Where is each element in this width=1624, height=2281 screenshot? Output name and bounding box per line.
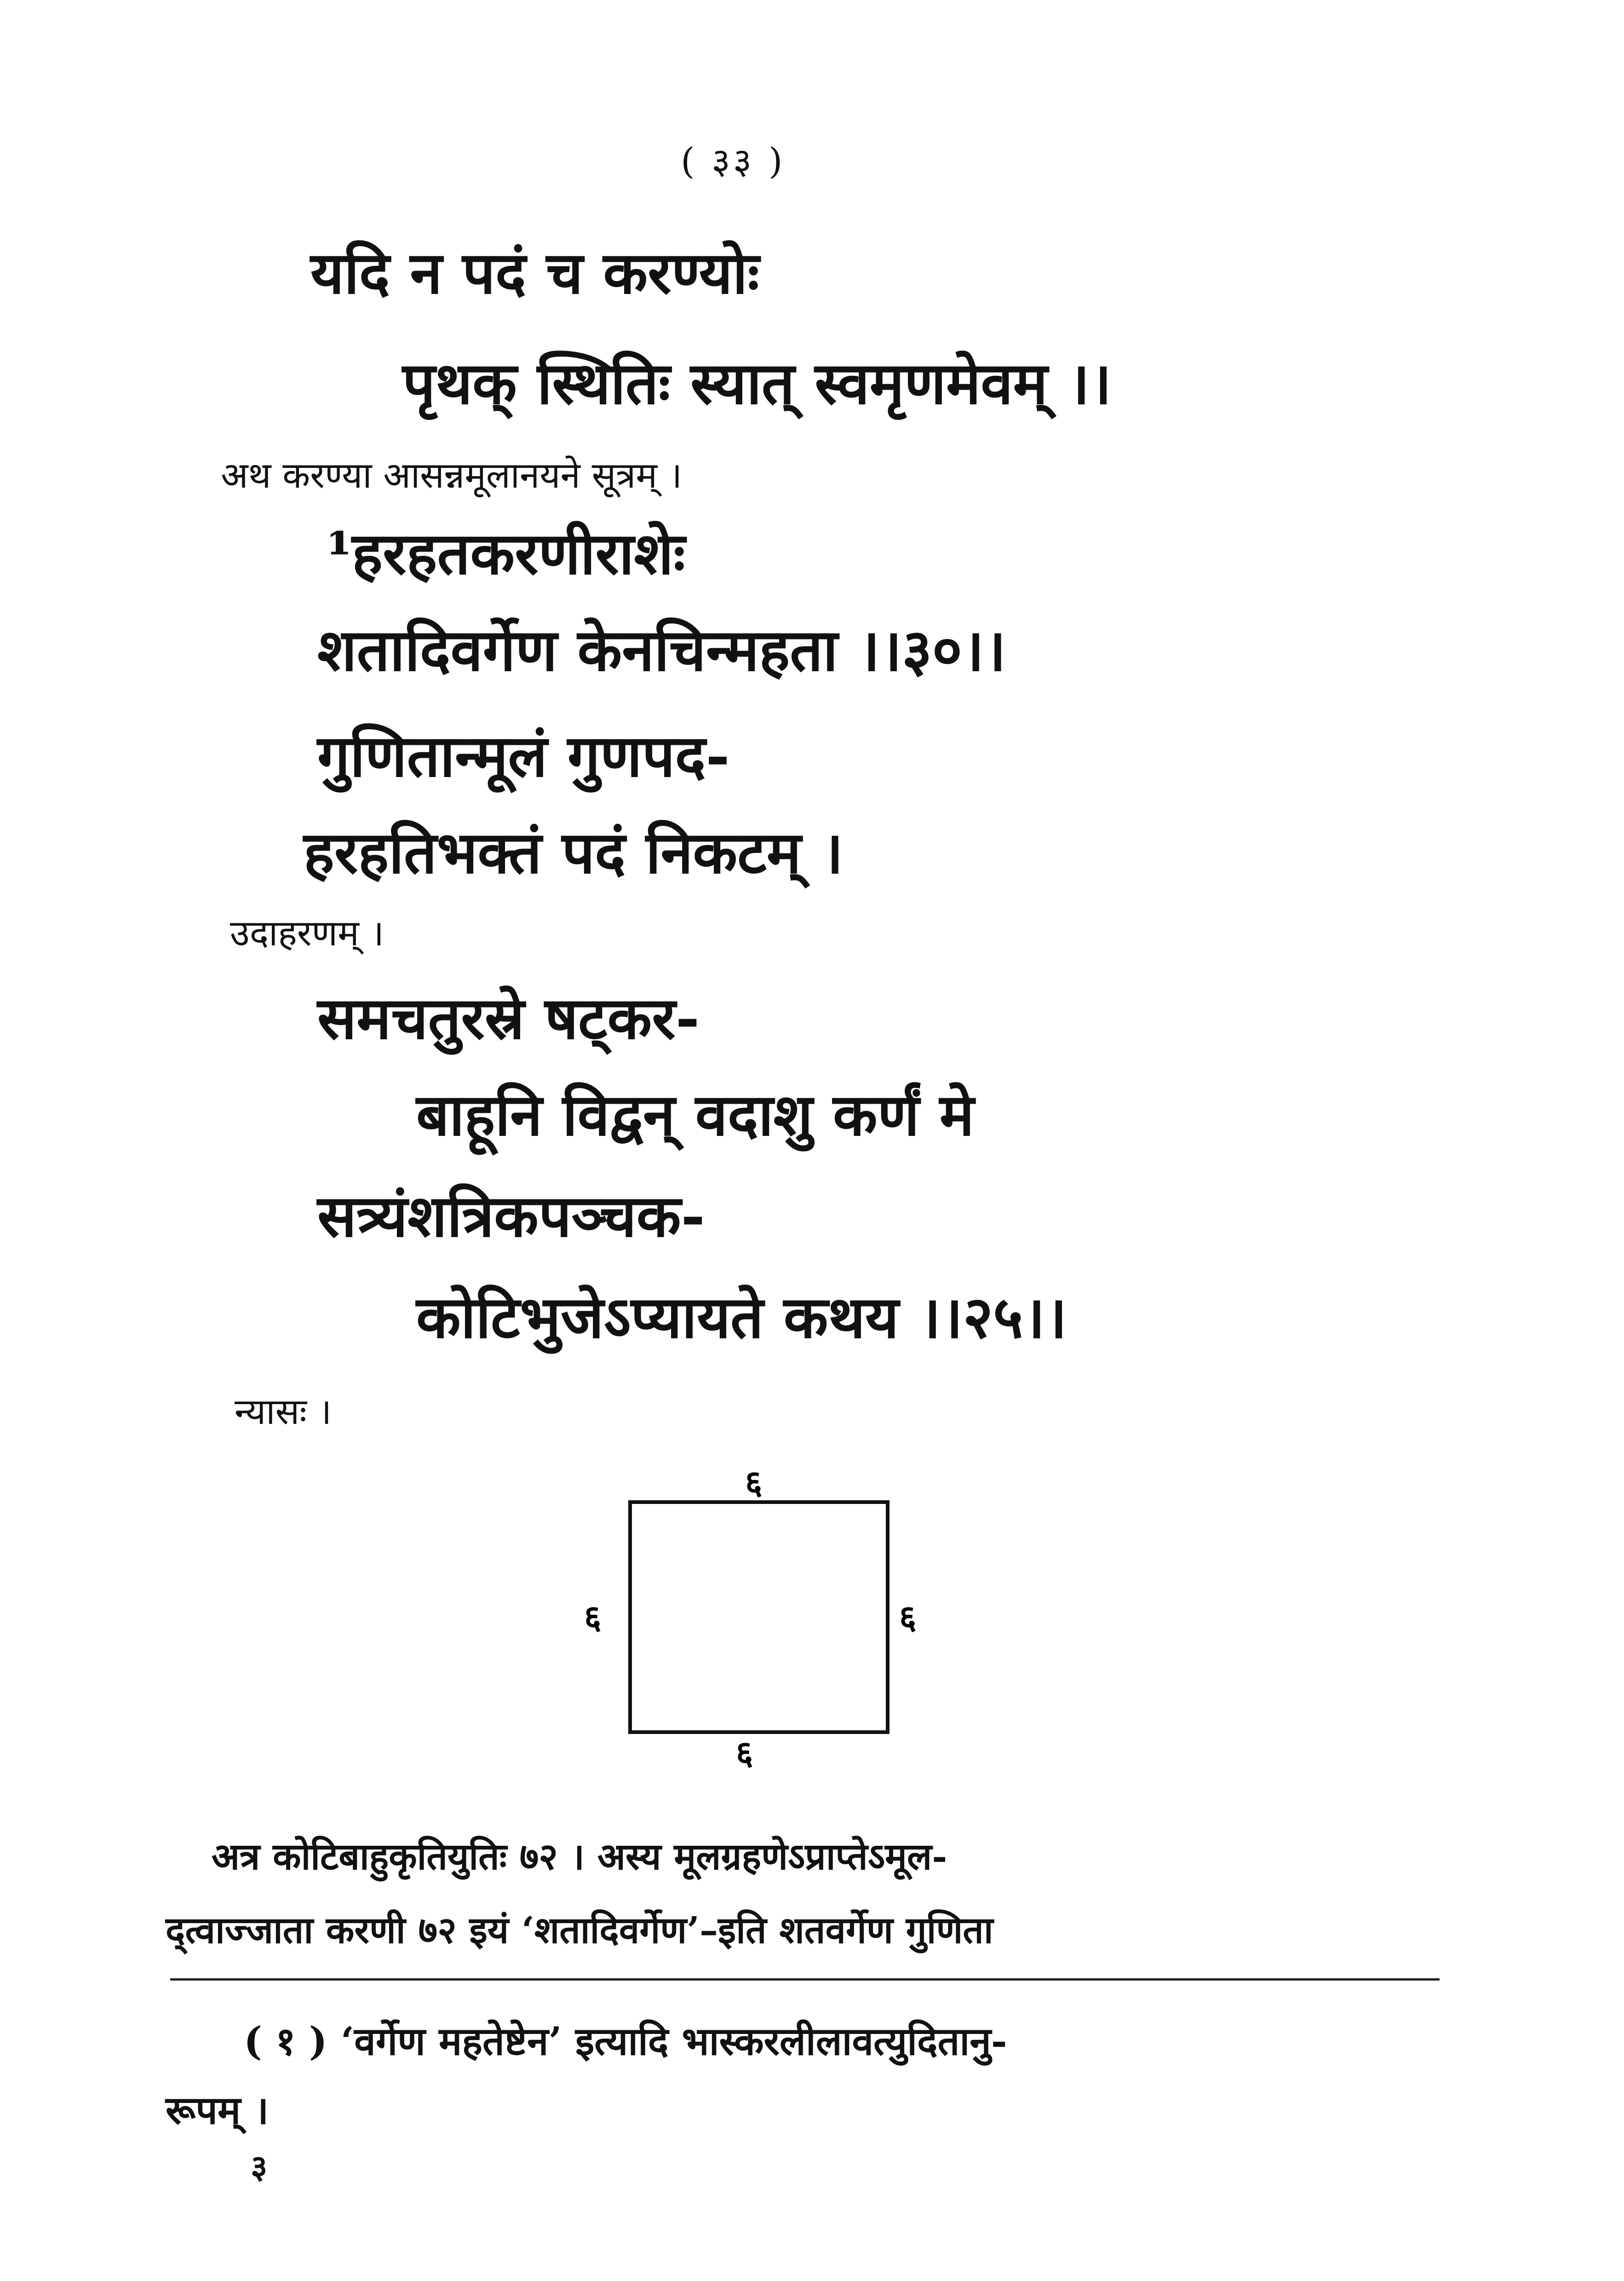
- verse-line: समचतुरस्रे षट्कर-: [317, 984, 700, 1052]
- verse-line: पृथक् स्थितिः स्यात् स्वमृणमेवम् ।।: [402, 349, 1112, 417]
- verse-line: सत्र्यंशत्रिकपञ्चक-: [317, 1182, 705, 1250]
- verse-line: शतादिवर्गेण केनचिन्महता ।।३०।।: [317, 616, 1006, 684]
- verse-line: हरहतिभक्तं पदं निकटम् ।: [304, 818, 844, 887]
- verse-line: यदि न पदं च करण्योः: [310, 239, 759, 307]
- verse-line: कोटिभुजेऽप्यायते कथय ।।२५।।: [416, 1283, 1067, 1351]
- commentary-line: अत्र कोटिबाहुकृतियुतिः ७२ । अस्य मूलग्रहणेऽप्राप्तेऽमूल-: [212, 1835, 947, 1878]
- verse-line: गुणितान्मूलं गुणपद-: [317, 722, 730, 790]
- footnote-line: रूपम् ।: [166, 2087, 269, 2133]
- signature-mark: ३: [251, 2148, 268, 2186]
- section-heading: उदाहरणम् ।: [230, 913, 384, 954]
- bottom-side-label: ६: [736, 1734, 753, 1772]
- page-number: ( ३३ ): [681, 141, 786, 182]
- section-heading: न्यासः ।: [235, 1391, 332, 1433]
- verse-line: ¹हरहतकरणीराशेः: [327, 519, 685, 588]
- verse-line: बाहूनि विद्वन् वदाशु कर्णं मे: [416, 1081, 975, 1149]
- top-side-label: ६: [745, 1470, 763, 1502]
- right-side-label: ६: [899, 1598, 917, 1636]
- left-side-label: ६: [584, 1598, 602, 1636]
- footnote-divider: [170, 1978, 1440, 1981]
- square-outline: [630, 1502, 888, 1732]
- commentary-line: द्त्वाज्जाता करणी ७२ इयं ‘शतादिवर्गेण’–इति शतवर्गेण गुणिता: [166, 1908, 993, 1952]
- section-heading: अथ करण्या आसन्नमूलानयने सूत्रम् ।: [221, 455, 683, 496]
- square-diagram-svg: [584, 1470, 943, 1774]
- square-diagram: [584, 1470, 943, 1774]
- footnote-line: ( १ ) ‘वर्गेण महतेष्टेन’ इत्यादि भास्करलीलावत्युदितानु-: [244, 2018, 1007, 2064]
